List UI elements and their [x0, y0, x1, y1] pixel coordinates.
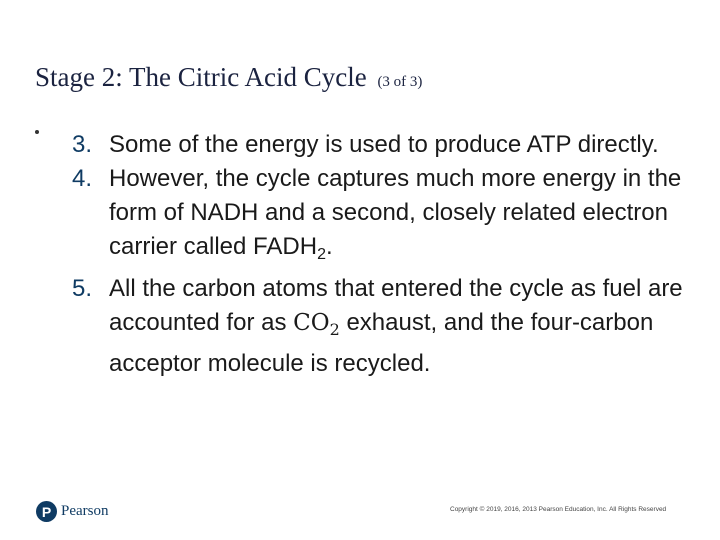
- formula-base: CO: [293, 310, 330, 336]
- bullet-icon: [35, 130, 39, 134]
- pearson-wordmark: Pearson: [61, 503, 109, 519]
- item-number: 3.: [72, 131, 93, 158]
- chemical-formula: [293, 310, 340, 339]
- item-text: [109, 162, 692, 272]
- copyright-notice: Copyright © 2019, 2016, 2013 Pearson Education, Inc. All Rights Reserved: [450, 506, 667, 513]
- item-text: Some of the energy is used to produce ATP directly.: [109, 131, 659, 158]
- slide-title-suffix: (3 of 3): [377, 74, 423, 90]
- pearson-logo-icon: P: [36, 501, 57, 522]
- item-text-end: exhaust, and the four-carbon acceptor molecule is recycled.: [109, 309, 654, 377]
- item-number: 5.: [72, 275, 93, 302]
- numbered-list: [72, 128, 692, 381]
- list-item: [72, 162, 692, 272]
- item-text-main: However, the cycle captures much more energy in the form of NADH and a second, closely related electron carrier called FADH: [109, 165, 682, 260]
- item-number: 4.: [72, 165, 93, 192]
- subscript: 2: [317, 246, 326, 263]
- list-item: [72, 128, 692, 162]
- list-item: [72, 272, 692, 381]
- slide-title: [35, 62, 422, 93]
- item-text-end: .: [325, 233, 333, 260]
- item-text: [109, 272, 692, 381]
- pearson-logo: [36, 501, 109, 522]
- slide-title-main: Stage 2: The Citric Acid Cycle: [35, 62, 367, 92]
- item-text-main: All the carbon atoms that entered the cycle as fuel are accounted for as: [109, 275, 683, 336]
- subscript: 2: [329, 320, 340, 339]
